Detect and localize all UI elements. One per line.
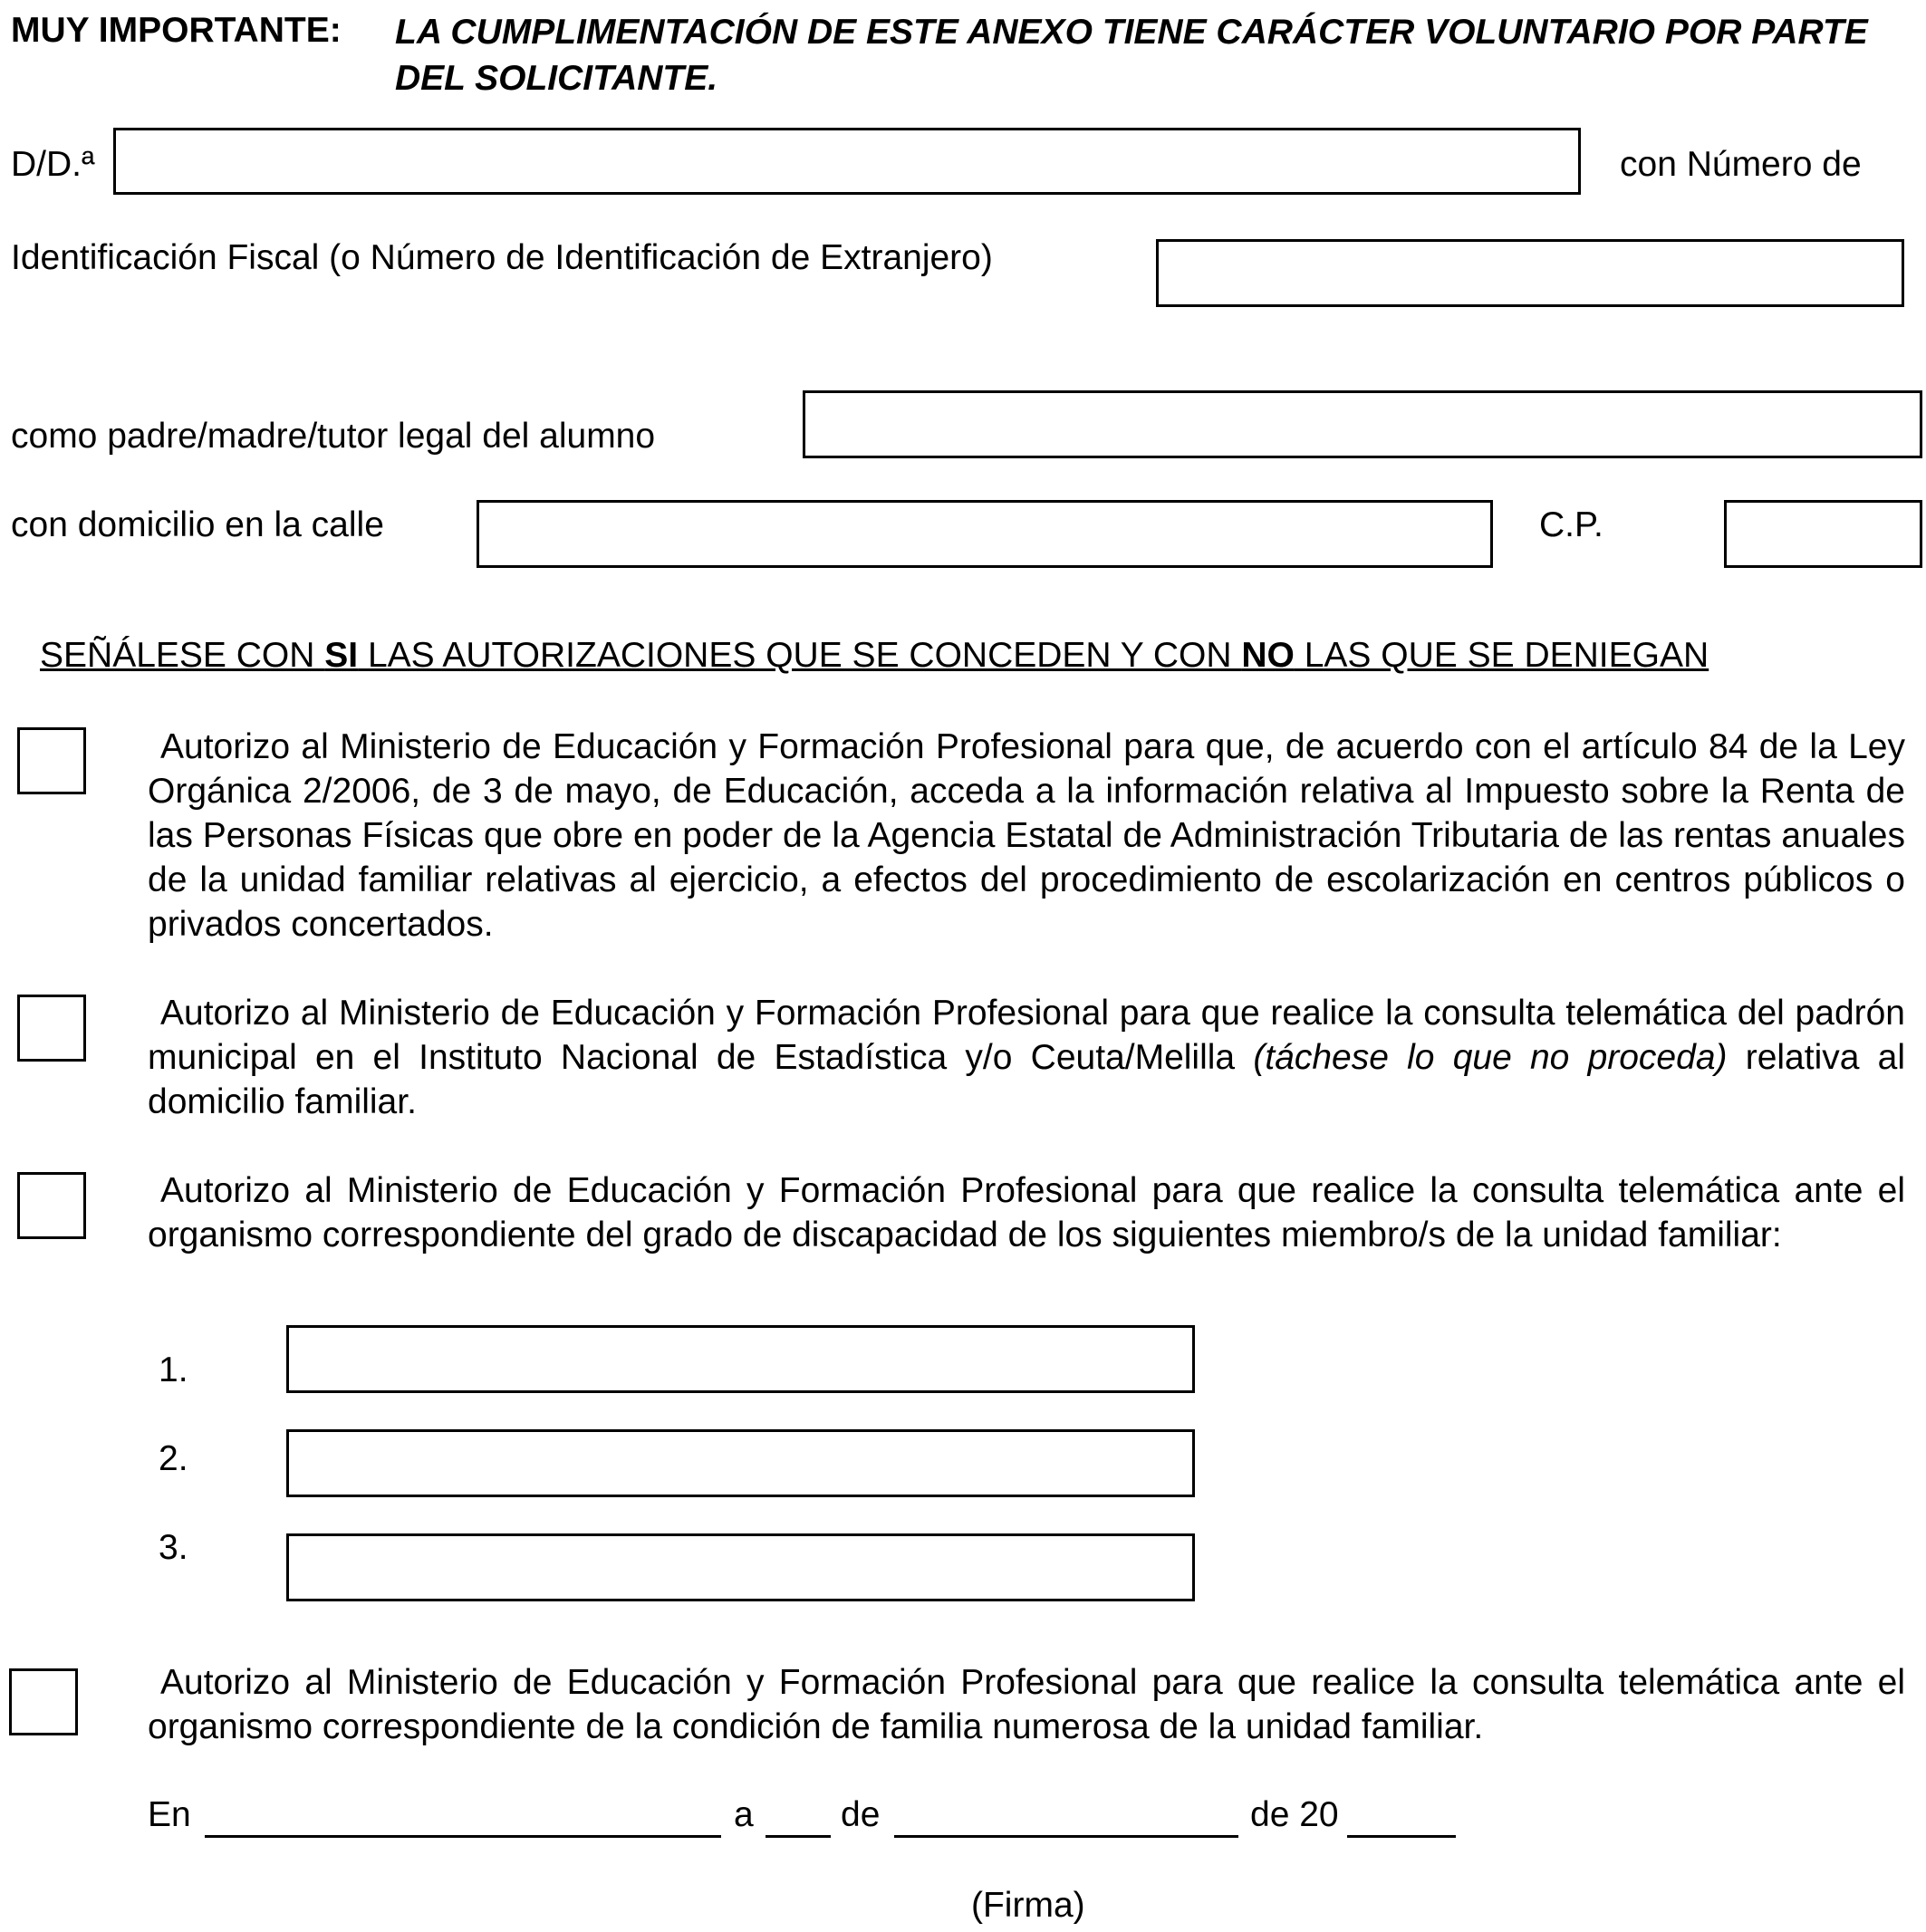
- instruction-heading: [40, 634, 1709, 678]
- important-label: MUY IMPORTANTE:: [11, 11, 342, 50]
- street-label: con domicilio en la calle: [11, 505, 384, 544]
- name-label: D/D.ª: [11, 145, 95, 184]
- authorization-1-body: Autorizo al Ministerio de Educación y Formación Profesional para que, de acuerdo con el artículo 84 de la Ley Orgánica 2/2006, de 3 de mayo, de Educación, acceda a la información relativa al Impuesto sobre la Renta de las Personas Físicas que obre en poder de la Agencia Estatal de Administración Tributaria de las rentas anuales de la unidad familiar relativas al ejercicio, a efectos del procedimiento de escolarización en centros públicos o privados concertados.: [148, 727, 1905, 944]
- authorization-4-body: Autorizo al Ministerio de Educación y Formación Profesional para que realice la consulta telemática ante el organismo correspondiente de la condición de familia numerosa de la unidad familiar.: [148, 1663, 1905, 1746]
- student-field[interactable]: [803, 390, 1922, 458]
- authorization-4-checkbox[interactable]: [9, 1668, 78, 1735]
- member-1-field[interactable]: [286, 1325, 1195, 1393]
- member-2-field[interactable]: [286, 1429, 1195, 1497]
- nif-field[interactable]: [1156, 239, 1904, 307]
- signature-label: (Firma): [971, 1886, 1085, 1925]
- cp-field[interactable]: [1724, 500, 1922, 568]
- authorization-2-body-before: Autorizo al Ministerio de Educación y Formación Profesional para que realice la consulta telemática del padrón municipal en el Instituto Nacional de Estadística y/o Ceuta/Melilla: [148, 994, 1905, 1077]
- nif-label: Identificación Fiscal (o Número de Identificación de Extranjero): [11, 238, 993, 277]
- date-de-label: de: [841, 1795, 881, 1834]
- instruction-part2: LAS AUTORIZACIONES QUE SE CONCEDEN Y CON: [358, 636, 1242, 675]
- date-year-line[interactable]: [1347, 1835, 1456, 1838]
- authorization-3-checkbox[interactable]: [17, 1172, 86, 1239]
- instruction-part3: LAS QUE SE DENIEGAN: [1294, 636, 1709, 675]
- date-day-line[interactable]: [766, 1835, 831, 1838]
- authorization-2-body-after: relativa al domicilio familiar.: [148, 1038, 1906, 1121]
- nif-suffix-label: con Número de: [1620, 145, 1862, 184]
- date-a-label: a: [734, 1795, 754, 1834]
- date-year-prefix: de 20: [1250, 1795, 1339, 1834]
- authorization-1-checkbox[interactable]: [17, 727, 86, 794]
- instruction-part1: SEÑÁLESE CON: [40, 636, 325, 675]
- date-place-line[interactable]: [205, 1835, 721, 1838]
- member-3-number: 3.: [159, 1528, 188, 1567]
- authorization-3-text: [148, 1168, 1905, 1257]
- authorization-2-body-italic: (táchese lo que no proceda): [1253, 1038, 1728, 1077]
- cp-label: C.P.: [1539, 505, 1603, 544]
- authorization-2-checkbox[interactable]: [17, 995, 86, 1062]
- student-label: como padre/madre/tutor legal del alumno: [11, 417, 656, 456]
- date-month-line[interactable]: [894, 1835, 1238, 1838]
- instruction-no: NO: [1241, 636, 1295, 675]
- authorization-1-text: [148, 725, 1905, 947]
- member-1-number: 1.: [159, 1350, 188, 1389]
- date-en-label: En: [148, 1795, 191, 1834]
- authorization-4-text: [148, 1660, 1905, 1749]
- authorization-3-body: Autorizo al Ministerio de Educación y Formación Profesional para que realice la consulta telemática ante el organismo correspondiente del grado de discapacidad de los siguientes miembro/s de la unidad familiar:: [148, 1171, 1905, 1254]
- member-2-number: 2.: [159, 1439, 188, 1478]
- authorization-2-text: [148, 991, 1905, 1124]
- member-3-field[interactable]: [286, 1533, 1195, 1601]
- instruction-si: SI: [324, 636, 359, 675]
- street-field[interactable]: [477, 500, 1493, 568]
- name-field[interactable]: [113, 128, 1581, 195]
- important-notice: LA CUMPLIMENTACIÓN DE ESTE ANEXO TIENE CARÁCTER VOLUNTARIO POR PARTE DEL SOLICITANTE.: [395, 13, 1868, 98]
